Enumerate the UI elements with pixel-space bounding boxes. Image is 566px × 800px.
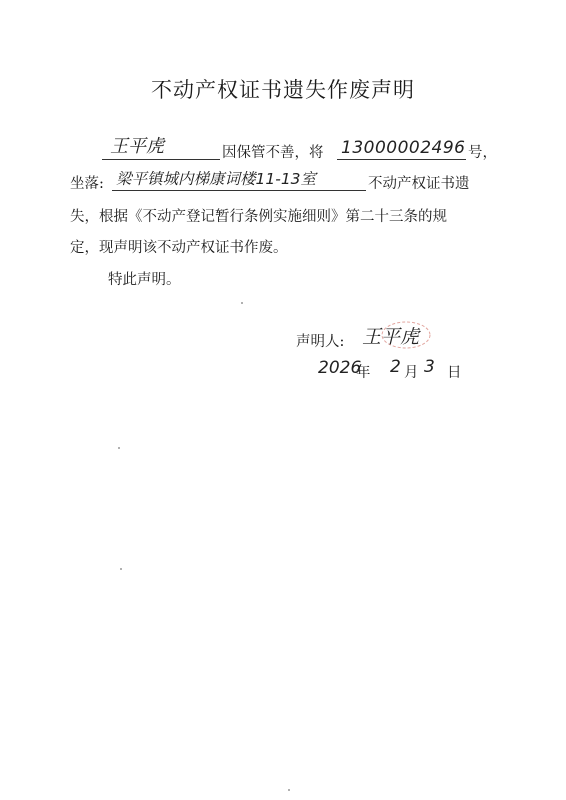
scan-speck bbox=[118, 447, 120, 449]
handwritten-name: 王平虎 bbox=[110, 136, 164, 157]
scan-speck bbox=[120, 568, 122, 570]
date-month-unit: 月 bbox=[404, 365, 419, 381]
line1-text-a: 因保管不善，将 bbox=[222, 145, 324, 161]
scan-speck bbox=[241, 302, 243, 304]
location-label: 坐落: bbox=[70, 176, 104, 192]
cert-number-field bbox=[337, 133, 466, 160]
declarant-label: 声明人: bbox=[296, 334, 345, 350]
document-title: 不动产权证书遗失作废声明 bbox=[151, 78, 415, 102]
name-field bbox=[102, 133, 220, 160]
line2-text: 不动产权证书遗 bbox=[368, 176, 470, 192]
date-month: 2 bbox=[390, 357, 401, 377]
date-day: 3 bbox=[424, 357, 435, 377]
date-year-unit: 年 bbox=[356, 365, 371, 381]
date-day-unit: 日 bbox=[447, 365, 462, 381]
line4-text: 定，现声明该不动产权证书作废。 bbox=[70, 240, 288, 256]
handwritten-address: 梁平镇城内梯康词楼11-13室 bbox=[116, 170, 317, 188]
line1-text-b: 号， bbox=[468, 145, 497, 161]
line3-text: 失，根据《不动产登记暂行条例实施细则》第二十三条的规 bbox=[70, 209, 447, 225]
address-field bbox=[112, 164, 366, 191]
line5-text: 特此声明。 bbox=[108, 272, 181, 288]
scan-speck bbox=[288, 789, 290, 791]
date-year: 2026 bbox=[318, 358, 362, 378]
declarant-signature: 王平虎 bbox=[362, 326, 420, 348]
handwritten-cert-number: 13000002496 bbox=[341, 138, 466, 158]
